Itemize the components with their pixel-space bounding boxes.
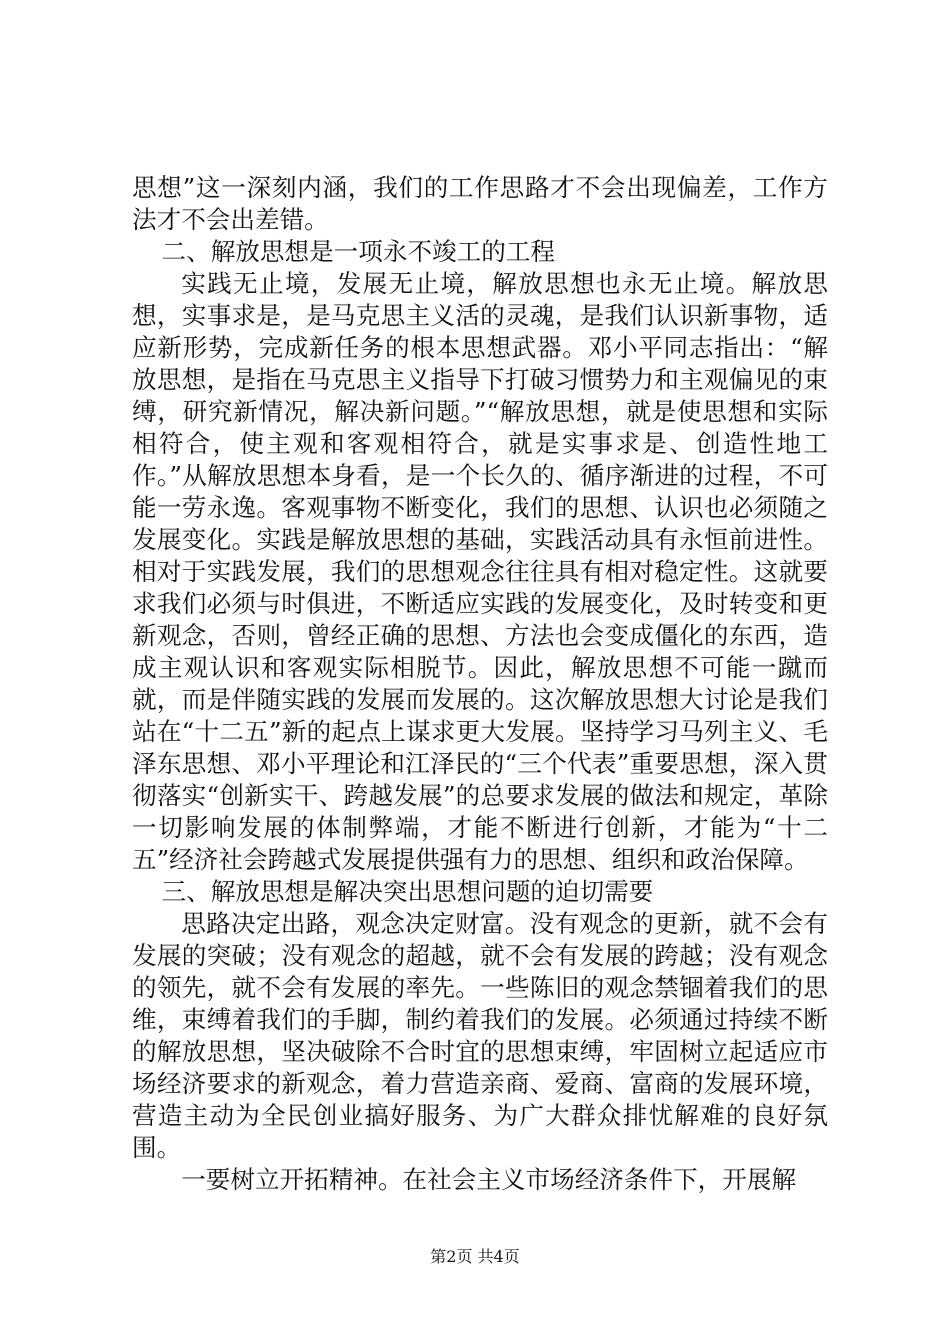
document-body <box>132 172 828 1196</box>
paragraph-pioneering-spirit: 一要树立开拓精神。在社会主义市场经济条件下，开展解 <box>181 1165 797 1194</box>
paragraph-section-2-body: 实践无止境，发展无止境，解放思想也永无止境。解放思想，实事求是，是马克思主义活的灵魂，是我们认识新事物，适应新形势，完成新任务的根本思想武器。邓小平同志指出：“解放思想，是指在马克思主义指导下打破习惯势力和主观偏见的束缚，研究新情况，解决新问题。”“解放思想，就是使思想和实际相符合，使主观和客观相符合，就是实事求是、创造性地工作。”从解放思想本身看，是一个长久的、循序渐进的过程，不可能一劳永逸。客观事物不断变化，我们的思想、认识也必须随之发展变化。实践是解放思想的基础，实践活动具有永恒前进性。相对于实践发展，我们的思想观念往往具有相对稳定性。这就要求我们必须与时俱进，不断适应实践的发展变化，及时转变和更新观念，否则，曾经正确的思想、方法也会变成僵化的东西，造成主观认识和客观实际相脱节。因此，解放思想不可能一蹴而就，而是伴随实践的发展而发展的。这次解放思想大讨论是我们站在“十二五”新的起点上谋求更大发展。坚持学习马列主义、毛泽东思想、邓小平理论和江泽民的“三个代表”重要思想，深入贯彻落实“创新实干、跨越发展”的总要求发展的做法和规定，革除一切影响发展的体制弊端，才能不断进行创新，才能为“十二五”经济社会跨越式发展提供强有力的思想、组织和政治保障。 <box>132 269 828 874</box>
section-heading-3: 三、解放思想是解决突出思想问题的迫切需要 <box>161 877 654 906</box>
paragraph-continuation: 思想”这一深刻内涵，我们的工作思路才不会出现偏差，工作方法才不会出差错。 <box>132 173 828 234</box>
page-number-footer: 第2页 共4页 <box>430 1247 520 1266</box>
section-heading-2: 二、解放思想是一项永不竣工的工程 <box>161 237 556 266</box>
paragraph-section-3-body: 思路决定出路，观念决定财富。没有观念的更新，就不会有发展的突破；没有观念的超越，就不会有发展的跨越；没有观念的领先，就不会有发展的率先。一些陈旧的观念禁锢着我们的思维，束缚着我们的手脚，制约着我们的发展。必须通过持续不断的解放思想，坚决破除不合时宜的思想束缚，牢固树立起适应市场经济要求的新观念，着力营造亲商、爱商、富商的发展环境，营造主动为全民创业搞好服务、为广大群众排忧解难的良好氛围。 <box>132 909 828 1162</box>
